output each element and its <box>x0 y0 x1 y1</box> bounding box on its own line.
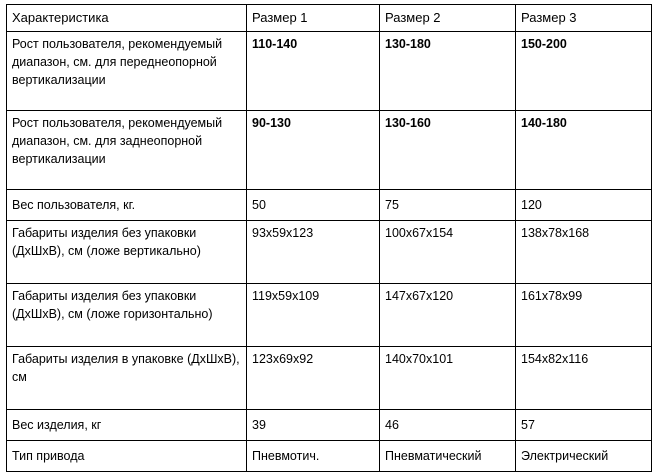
row-value-size-1: 39 <box>247 410 380 441</box>
table-row <box>7 190 652 221</box>
row-value-size-3: Электрический <box>516 441 652 472</box>
row-label: Габариты изделия без упаковки (ДхШхВ), см (ложе горизонтально) <box>7 284 247 347</box>
specifications-table <box>6 4 652 472</box>
row-value-size-2: 140x70x101 <box>380 347 516 410</box>
row-value-size-1: 50 <box>247 190 380 221</box>
row-value-size-3: 154x82x116 <box>516 347 652 410</box>
row-value-size-1: 110-140 <box>247 32 380 111</box>
row-value-size-3: 138x78x168 <box>516 221 652 284</box>
table-row <box>7 347 652 410</box>
row-value-size-2: 100x67x154 <box>380 221 516 284</box>
column-header-size-1: Размер 1 <box>247 5 380 32</box>
column-header-size-3: Размер 3 <box>516 5 652 32</box>
row-value-size-2: 130-180 <box>380 32 516 111</box>
table-row <box>7 284 652 347</box>
row-value-size-2: Пневматический <box>380 441 516 472</box>
row-value-size-2: 75 <box>380 190 516 221</box>
row-label: Тип привода <box>7 441 247 472</box>
table-row <box>7 32 652 111</box>
row-value-size-3: 161x78x99 <box>516 284 652 347</box>
row-value-size-1: Пневмотич. <box>247 441 380 472</box>
column-header-characteristic: Характеристика <box>7 5 247 32</box>
row-label: Габариты изделия без упаковки (ДхШхВ), см (ложе вертикально) <box>7 221 247 284</box>
row-value-size-1: 90-130 <box>247 111 380 190</box>
table-row <box>7 221 652 284</box>
row-value-size-1: 93x59x123 <box>247 221 380 284</box>
row-value-size-2: 130-160 <box>380 111 516 190</box>
row-label: Вес изделия, кг <box>7 410 247 441</box>
column-header-size-2: Размер 2 <box>380 5 516 32</box>
row-label: Рост пользователя, рекомендуемый диапазон, см. для переднеопорной вертикализации <box>7 32 247 111</box>
row-label: Габариты изделия в упаковке (ДхШхВ), см <box>7 347 247 410</box>
row-value-size-2: 147x67x120 <box>380 284 516 347</box>
row-label: Вес пользователя, кг. <box>7 190 247 221</box>
row-label: Рост пользователя, рекомендуемый диапазон, см. для заднеопорной вертикализации <box>7 111 247 190</box>
row-value-size-3: 140-180 <box>516 111 652 190</box>
table-row <box>7 111 652 190</box>
table-header-row <box>7 5 652 32</box>
table-row <box>7 410 652 441</box>
row-value-size-3: 150-200 <box>516 32 652 111</box>
row-value-size-1: 119x59x109 <box>247 284 380 347</box>
row-value-size-2: 46 <box>380 410 516 441</box>
row-value-size-3: 57 <box>516 410 652 441</box>
row-value-size-3: 120 <box>516 190 652 221</box>
table-row <box>7 441 652 472</box>
row-value-size-1: 123x69x92 <box>247 347 380 410</box>
